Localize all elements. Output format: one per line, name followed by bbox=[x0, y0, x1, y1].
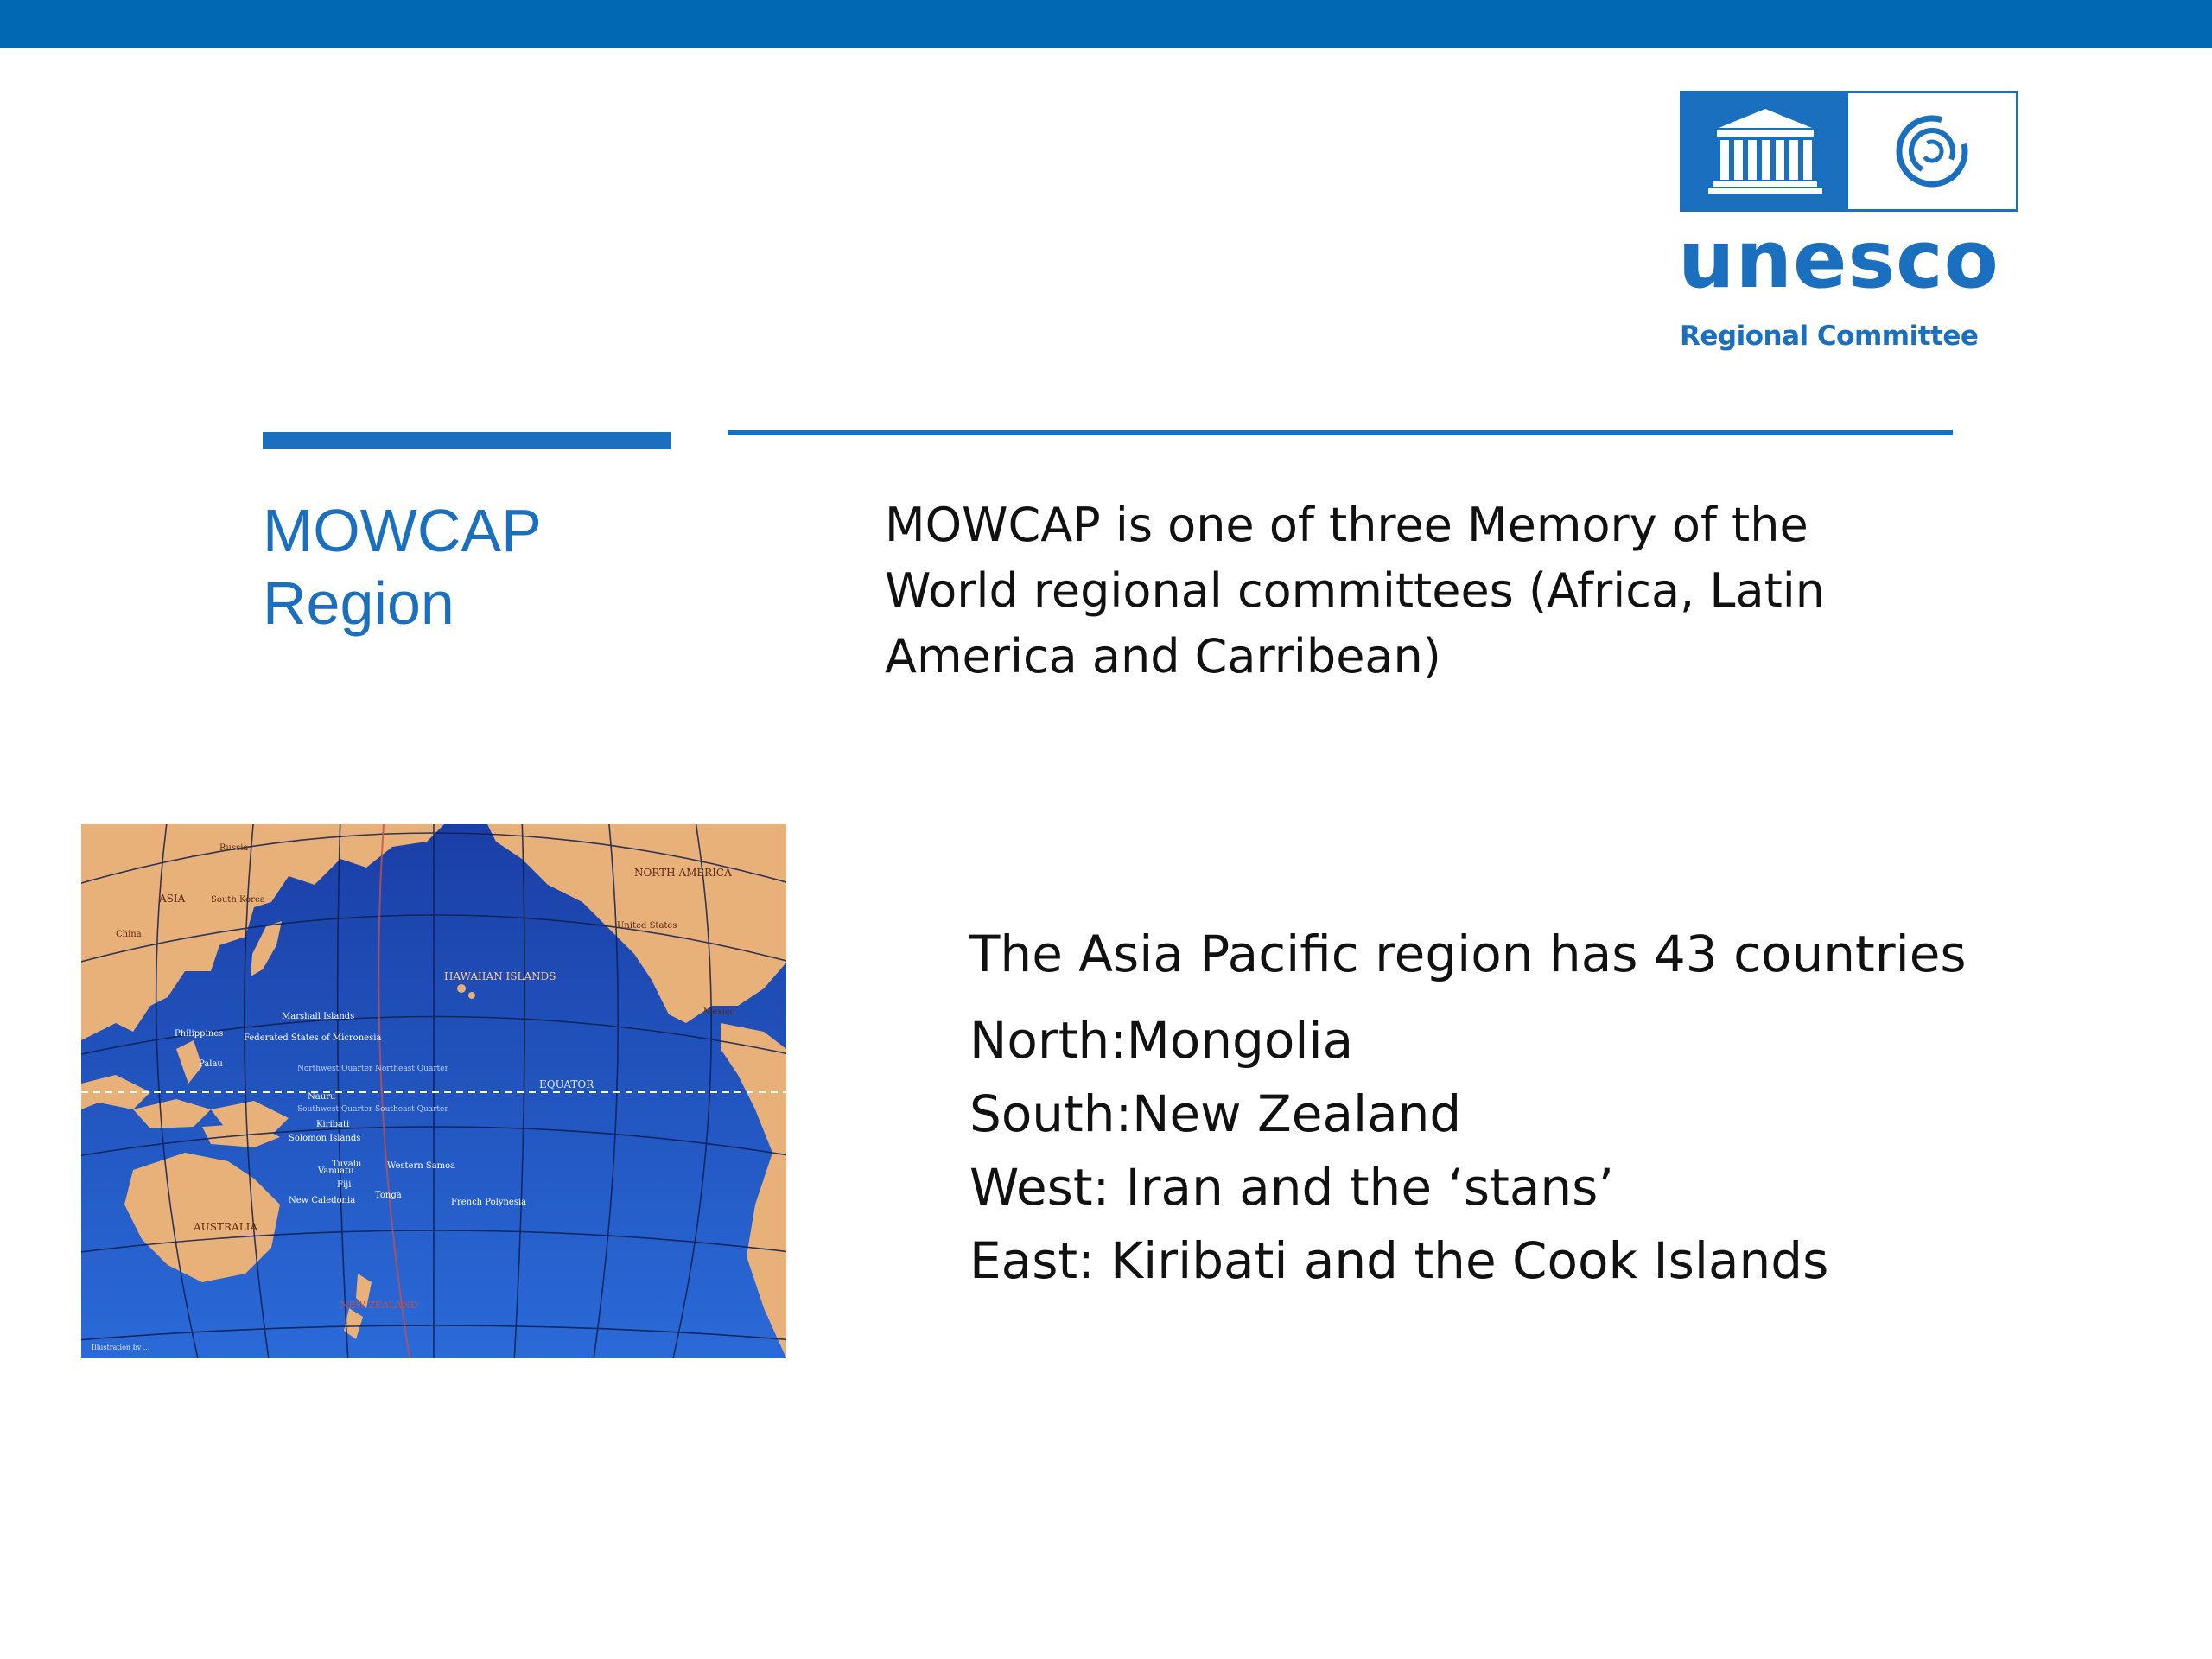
fact-east: East: Kiribati and the Cook Islands bbox=[969, 1231, 1829, 1290]
top-bar bbox=[0, 0, 2212, 48]
title-rule bbox=[263, 432, 671, 449]
map-label-tuvalu: Tuvalu bbox=[332, 1160, 362, 1169]
map-label-fiji: Fiji bbox=[337, 1180, 352, 1190]
map-label-caledonia: New Caledonia bbox=[289, 1196, 356, 1205]
map-label-samoa: Western Samoa bbox=[387, 1161, 456, 1171]
map-label-asia: ASIA bbox=[159, 893, 186, 905]
map-label-nz: NEW ZEALAND bbox=[340, 1300, 418, 1311]
map-label-korea: South Korea bbox=[211, 895, 265, 905]
map-label-polynesia: French Polynesia bbox=[451, 1198, 527, 1207]
map-label-se: Southeast Quarter bbox=[375, 1105, 448, 1114]
map-label-palau: Palau bbox=[199, 1059, 223, 1069]
intro-text: MOWCAP is one of three Memory of the World regional committees (Africa, Latin America and Carribean) bbox=[885, 498, 1825, 683]
section-title-line: MOWCAP bbox=[263, 497, 542, 564]
map-label-russia: Russia bbox=[219, 843, 249, 853]
map-label-nauru: Nauru bbox=[308, 1092, 336, 1102]
pacific-map bbox=[81, 824, 786, 1358]
logo-subtitle: Regional Committee bbox=[1680, 321, 1979, 352]
fact-west: West: Iran and the ‘stans’ bbox=[969, 1158, 1614, 1217]
map-label-kiribati: Kiribati bbox=[316, 1120, 350, 1129]
map-label-solomon: Solomon Islands bbox=[289, 1134, 361, 1143]
map-label-australia: AUSTRALIA bbox=[194, 1221, 258, 1233]
section-title-line: Region bbox=[263, 569, 454, 637]
fact-south: South:New Zealand bbox=[969, 1084, 1462, 1143]
map-label-ne: Northeast Quarter bbox=[375, 1065, 448, 1073]
map-label-marshall: Marshall Islands bbox=[282, 1012, 355, 1021]
map-label-vanuatu: Vanuatu bbox=[318, 1166, 354, 1176]
map-label-micronesia: Federated States of Micronesia bbox=[244, 1033, 382, 1043]
circles-icon bbox=[1848, 93, 2016, 209]
map-label-tonga: Tonga bbox=[375, 1191, 402, 1200]
map-label-china: China bbox=[116, 930, 142, 939]
map-label-philippines: Philippines bbox=[175, 1029, 224, 1039]
unesco-logo bbox=[1678, 91, 2029, 359]
logo-emblem bbox=[1680, 91, 2018, 212]
facts-lead: The Asia Pacific region has 43 countries bbox=[969, 925, 1967, 983]
map-label-equator: EQUATOR bbox=[539, 1078, 594, 1090]
facts-block bbox=[969, 919, 2119, 1298]
map-label-sw: Southwest Quarter bbox=[297, 1105, 373, 1114]
content-rule bbox=[728, 430, 1953, 435]
map-label-mexico: Mexico bbox=[703, 1007, 735, 1017]
map-label-credit: Illustration by ... bbox=[92, 1344, 150, 1351]
map-label-us: United States bbox=[617, 921, 677, 931]
map-label-hawaii: HAWAIIAN ISLANDS bbox=[444, 970, 556, 982]
logo-wordmark: unesco bbox=[1678, 213, 1999, 306]
map-label-nw: Northwest Quarter bbox=[297, 1065, 373, 1073]
temple-icon bbox=[1682, 93, 1848, 209]
map-label-na: NORTH AMERICA bbox=[634, 867, 732, 879]
fact-north: North:Mongolia bbox=[969, 1011, 1354, 1070]
section-title bbox=[263, 494, 712, 639]
